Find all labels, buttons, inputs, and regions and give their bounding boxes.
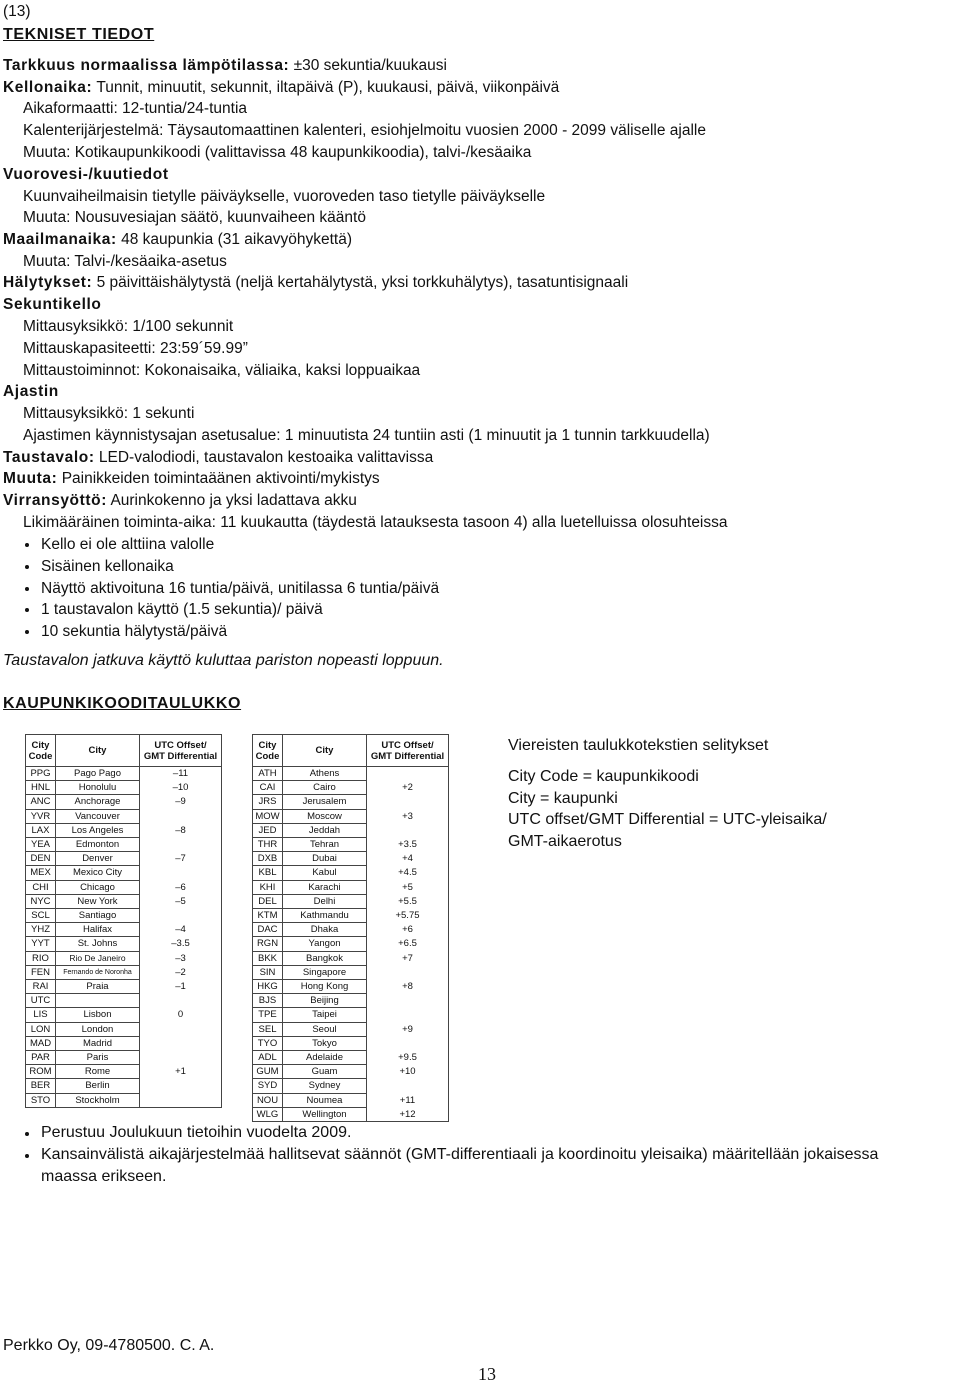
code-cell: UTC [26,994,56,1008]
code-cell: KHI [253,880,283,894]
offset-cell: –5 [140,894,222,908]
timer-unit-line: Mittausyksikkö: 1 sekunti [23,405,195,422]
table-row [26,1093,222,1107]
code-cell: SIN [253,965,283,979]
city-cell: Edmonton [56,838,140,852]
city-table-right [252,734,449,1122]
table-row [253,937,449,951]
other-line [3,469,380,489]
table-row [26,909,222,923]
offset-cell: –3 [140,951,222,965]
city-cell: Yangon [283,937,367,951]
table-row [26,767,222,781]
table-row [253,894,449,908]
offset-cell: +9.5 [367,1051,449,1065]
note-item: Perustuu Joulukuun tietoihin vuodelta 2009. [41,1124,352,1141]
table-row [253,1008,449,1022]
code-cell: DXB [253,852,283,866]
city-cell: Mexico City [56,866,140,880]
bullet-icon [25,1154,29,1158]
city-cell: Los Angeles [56,823,140,837]
table-row [253,781,449,795]
table-row [253,880,449,894]
offset-cell [140,838,222,852]
offset-cell [367,994,449,1008]
table-row [26,965,222,979]
table-row [253,994,449,1008]
offset-cell: +5 [367,880,449,894]
offset-cell: 0 [140,1008,222,1022]
code-cell: STO [26,1093,56,1107]
clock-value: Tunnit, minuutit, sekunnit, iltapäivä (P), kuukausi, päivä, viikonpäivä [96,79,560,96]
city-cell: Dhaka [283,923,367,937]
backlight-label: Taustavalo: [3,449,95,466]
offset-cell: +3 [367,809,449,823]
offset-cell [367,795,449,809]
offset-cell: +4 [367,852,449,866]
stopwatch-heading: Sekuntikello [3,296,102,313]
code-cell: HNL [26,781,56,795]
city-cell: Jeddah [283,823,367,837]
table-row [26,980,222,994]
city-cell [56,994,140,1008]
city-cell: Rio De Janeiro [56,951,140,965]
table-row [253,1079,449,1093]
table-row [253,1051,449,1065]
offset-cell: +10 [367,1065,449,1079]
offset-cell [140,994,222,1008]
legend-line: UTC offset/GMT Differential = UTC-yleisaika/ [508,811,827,828]
city-cell: Moscow [283,809,367,823]
offset-cell: +6.5 [367,937,449,951]
offset-cell: –4 [140,923,222,937]
offset-cell: +7 [367,951,449,965]
table-row [26,852,222,866]
offset-cell: –9 [140,795,222,809]
code-cell: RIO [26,951,56,965]
offset-cell: –11 [140,767,222,781]
header-city: City [56,735,140,767]
bullet-icon [25,1132,29,1136]
code-cell: CHI [26,880,56,894]
code-cell: DEN [26,852,56,866]
power-value: Aurinkokenno ja yksi ladattava akku [110,492,357,509]
city-cell: Denver [56,852,140,866]
code-cell: PPG [26,767,56,781]
city-cell: Athens [283,767,367,781]
offset-cell [367,1079,449,1093]
bullet-icon [25,587,29,591]
other-value: Painikkeiden toimintaäänen aktivointi/mykistys [61,470,380,487]
code-cell: YEA [26,838,56,852]
city-cell: London [56,1022,140,1036]
clock-line [3,78,559,98]
city-cell: Rome [56,1065,140,1079]
condition-item: Kello ei ole alttiina valolle [41,536,215,553]
bullet-icon [25,608,29,612]
table-row [253,809,449,823]
table-row [26,1036,222,1050]
tide-heading: Vuorovesi-/kuutiedot [3,166,169,183]
code-cell: KBL [253,866,283,880]
code-cell: ROM [26,1065,56,1079]
offset-cell: –10 [140,781,222,795]
note-item-continuation: maassa erikseen. [41,1168,167,1185]
offset-cell [367,767,449,781]
offset-cell [140,809,222,823]
alarm-line [3,273,628,293]
code-cell: CAI [253,781,283,795]
table-row [253,823,449,837]
time-format-line: Aikaformaatti: 12-tuntia/24-tuntia [23,100,248,117]
table-row [26,1079,222,1093]
code-cell: PAR [26,1051,56,1065]
offset-cell: +3.5 [367,838,449,852]
city-cell: Karachi [283,880,367,894]
city-cell: Pago Pago [56,767,140,781]
table-row [253,767,449,781]
code-cell: KTM [253,909,283,923]
offset-cell: –2 [140,965,222,979]
legend-line: GMT-aikaerotus [508,833,622,850]
code-cell: ANC [26,795,56,809]
world-time-value: 48 kaupunkia (31 aikavyöhykettä) [121,231,352,248]
city-cell: Chicago [56,880,140,894]
city-cell: Anchorage [56,795,140,809]
code-cell: MEX [26,866,56,880]
city-section-title: KAUPUNKIKOODITAULUKKO [3,695,242,712]
world-other-line: Muuta: Talvi-/kesäaika-asetus [23,253,227,270]
city-cell: Lisbon [56,1008,140,1022]
tide-other-line: Muuta: Nousuvesiajan säätö, kuunvaiheen kääntö [23,209,366,226]
city-cell: Vancouver [56,809,140,823]
table-row [26,809,222,823]
code-cell: YVR [26,809,56,823]
table-header-row [26,735,222,767]
code-cell: NOU [253,1093,283,1107]
city-cell: Bangkok [283,951,367,965]
offset-cell: +5.5 [367,894,449,908]
table-row [26,866,222,880]
table-row [26,1051,222,1065]
table-row [26,1008,222,1022]
offset-cell [367,823,449,837]
table-row [253,838,449,852]
table-row [26,1065,222,1079]
table-row [253,795,449,809]
code-cell: BKK [253,951,283,965]
city-cell: Cairo [283,781,367,795]
table-row [253,852,449,866]
bullet-icon [25,565,29,569]
table-row [253,1065,449,1079]
city-cell: Beijing [283,994,367,1008]
section-title: TEKNISET TIEDOT [3,26,155,43]
battery-life-line: Likimääräinen toiminta-aika: 11 kuukautta (täydestä latauksesta tasoon 4) alla luetelluissa olosuhteissa [23,514,728,531]
code-cell: ATH [253,767,283,781]
world-time-label: Maailmanaika: [3,231,117,248]
stopwatch-unit-line: Mittausyksikkö: 1/100 sekunnit [23,318,234,335]
header-city: City [283,735,367,767]
code-cell: YYT [26,937,56,951]
offset-cell [140,909,222,923]
code-cell: YHZ [26,923,56,937]
code-cell: LON [26,1022,56,1036]
offset-cell: +5.75 [367,909,449,923]
offset-cell: –3.5 [140,937,222,951]
offset-cell: +6 [367,923,449,937]
table-header-row [253,735,449,767]
code-cell: JRS [253,795,283,809]
condition-item: Sisäinen kellonaika [41,558,174,575]
table-row [26,994,222,1008]
table-row [26,795,222,809]
city-cell: Hong Kong [283,980,367,994]
power-line [3,491,357,511]
city-cell: Stockholm [56,1093,140,1107]
timer-heading: Ajastin [3,383,59,400]
calendar-line: Kalenterijärjestelmä: Täysautomaattinen kalenteri, esiohjelmoitu vuosien 2000 - 2099 väliselle ajalle [23,122,706,139]
code-cell: LAX [26,823,56,837]
table-row [26,937,222,951]
table-row [253,1107,449,1121]
city-cell: St. Johns [56,937,140,951]
offset-cell [140,1022,222,1036]
offset-cell: +4.5 [367,866,449,880]
table-row [26,923,222,937]
tide-text-line: Kuunvaiheilmaisin tietylle päiväykselle, vuoroveden taso tietylle päiväykselle [23,188,546,205]
backlight-value: LED-valodiodi, taustavalon kestoaika valittavissa [98,449,434,466]
table-row [26,894,222,908]
header-code: City Code [253,735,283,767]
other-label: Muuta: [3,470,58,487]
legend-line: City Code = kaupunkikoodi [508,768,699,785]
city-cell: Paris [56,1051,140,1065]
bullet-icon [25,543,29,547]
city-table-left [25,734,222,1108]
table-row [26,838,222,852]
city-cell: Santiago [56,909,140,923]
clock-other-line: Muuta: Kotikaupunkikoodi (valittavissa 48 kaupunkikoodia), talvi-/kesäaika [23,144,532,161]
code-cell: WLG [253,1107,283,1121]
legend-title: Viereisten taulukkotekstien selitykset [508,737,769,754]
city-cell: Dubai [283,852,367,866]
city-cell: Singapore [283,965,367,979]
accuracy-line [3,56,447,76]
offset-cell: +12 [367,1107,449,1121]
offset-cell: +9 [367,1022,449,1036]
header-offset: UTC Offset/ GMT Differential [140,735,222,767]
city-cell: Madrid [56,1036,140,1050]
city-cell: Tehran [283,838,367,852]
code-cell: DEL [253,894,283,908]
city-cell: Noumea [283,1093,367,1107]
bullet-icon [25,630,29,634]
table-row [26,823,222,837]
page-label: (13) [3,3,31,20]
code-cell: TPE [253,1008,283,1022]
table-row [253,951,449,965]
city-cell: Adelaide [283,1051,367,1065]
offset-cell: –6 [140,880,222,894]
city-cell: Praia [56,980,140,994]
city-cell: Halifax [56,923,140,937]
code-cell: RAI [26,980,56,994]
offset-cell [140,1093,222,1107]
city-cell: Guam [283,1065,367,1079]
offset-cell [140,1079,222,1093]
code-cell: MAD [26,1036,56,1050]
alarm-value: 5 päivittäishälytystä (neljä kertahälytystä, yksi torkkuhälytys), tasatuntisignaali [96,274,629,291]
table-row [253,1022,449,1036]
table-row [26,951,222,965]
table-row [253,923,449,937]
backlight-line [3,448,433,468]
offset-cell: +1 [140,1065,222,1079]
code-cell: SCL [26,909,56,923]
city-cell: Wellington [283,1107,367,1121]
city-cell: Taipei [283,1008,367,1022]
world-time-line [3,230,352,250]
alarm-label: Hälytykset: [3,274,93,291]
code-cell: SEL [253,1022,283,1036]
table-row [26,781,222,795]
offset-cell [367,965,449,979]
table-row [26,1022,222,1036]
code-cell: SYD [253,1079,283,1093]
table-row [253,980,449,994]
offset-cell [140,1036,222,1050]
offset-cell: +2 [367,781,449,795]
clock-label: Kellonaika: [3,79,93,96]
offset-cell: –1 [140,980,222,994]
accuracy-value: ±30 sekuntia/kuukausi [293,57,447,74]
offset-cell [140,866,222,880]
code-cell: JED [253,823,283,837]
condition-item: 1 taustavalon käyttö (1.5 sekuntia)/ päivä [41,601,323,618]
note-item: Kansainvälistä aikajärjestelmää hallitsevat säännöt (GMT-differentiaali ja koordinoitu yleisaika) määritellään jokaisessa [41,1146,879,1163]
code-cell: BJS [253,994,283,1008]
code-cell: HKG [253,980,283,994]
offset-cell: +11 [367,1093,449,1107]
footer-text: Perkko Oy, 09-4780500. C. A. [3,1337,215,1354]
header-offset: UTC Offset/ GMT Differential [367,735,449,767]
city-cell: Berlin [56,1079,140,1093]
code-cell: NYC [26,894,56,908]
offset-cell: –8 [140,823,222,837]
city-cell: Kabul [283,866,367,880]
table-row [253,909,449,923]
offset-cell [140,1051,222,1065]
table-row [26,880,222,894]
table-row [253,965,449,979]
code-cell: LIS [26,1008,56,1022]
city-cell: Fernando de Noronha [56,965,140,979]
code-cell: BER [26,1079,56,1093]
page-number: 13 [478,1364,496,1384]
city-cell: Honolulu [56,781,140,795]
header-code: City Code [26,735,56,767]
power-label: Virransyöttö: [3,492,107,509]
stopwatch-capacity-line: Mittauskapasiteetti: 23:59´59.99” [23,340,248,357]
city-cell: Sydney [283,1079,367,1093]
offset-cell [367,1008,449,1022]
backlight-note: Taustavalon jatkuva käyttö kuluttaa pariston nopeasti loppuun. [3,652,444,669]
city-cell: Kathmandu [283,909,367,923]
city-cell: Seoul [283,1022,367,1036]
offset-cell [367,1036,449,1050]
code-cell: TYO [253,1036,283,1050]
city-cell: Jerusalem [283,795,367,809]
stopwatch-modes-line: Mittaustoiminnot: Kokonaisaika, väliaika, kaksi loppuaikaa [23,362,421,379]
code-cell: ADL [253,1051,283,1065]
offset-cell: –7 [140,852,222,866]
code-cell: GUM [253,1065,283,1079]
city-cell: Tokyo [283,1036,367,1050]
condition-item: Näyttö aktivoituna 16 tuntia/päivä, unitilassa 6 tuntia/päivä [41,580,440,597]
condition-item: 10 sekuntia hälytystä/päivä [41,623,228,640]
accuracy-label: Tarkkuus normaalissa lämpötilassa: [3,57,290,74]
offset-cell: +8 [367,980,449,994]
code-cell: RGN [253,937,283,951]
city-cell: Delhi [283,894,367,908]
timer-range-line: Ajastimen käynnistysajan asetusalue: 1 minuutista 24 tuntiin asti (1 minuutit ja 1 tunnin tarkkuudella) [23,427,710,444]
city-cell: New York [56,894,140,908]
table-row [253,866,449,880]
code-cell: DAC [253,923,283,937]
table-row [253,1036,449,1050]
code-cell: MOW [253,809,283,823]
legend-line: City = kaupunki [508,790,618,807]
code-cell: THR [253,838,283,852]
table-row [253,1093,449,1107]
code-cell: FEN [26,965,56,979]
